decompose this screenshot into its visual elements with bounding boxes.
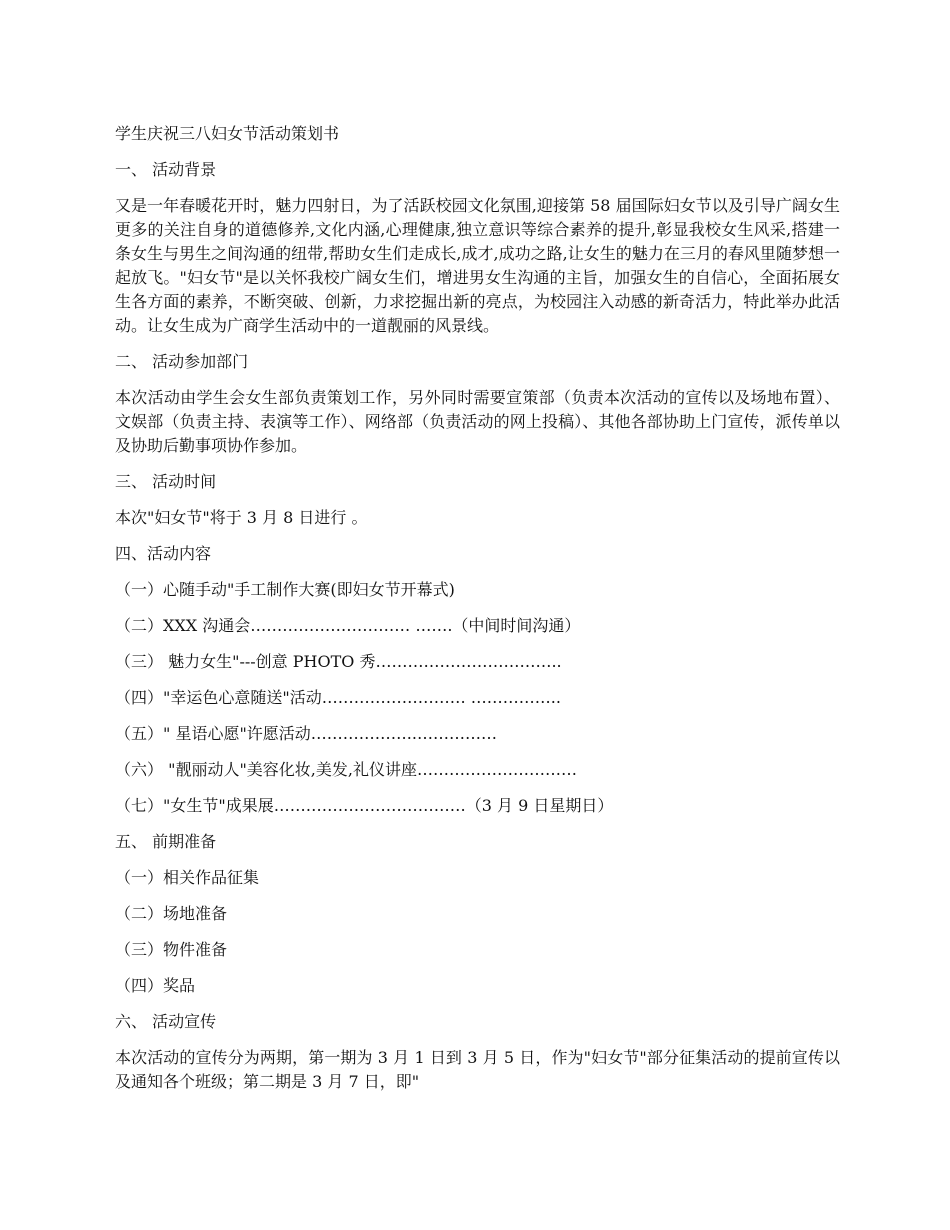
section-paragraph-promotion: 本次活动的宣传分为两期，第一期为 3 月 1 日到 3 月 5 日，作为"妇女节"部分征集活动的提前宣传以及通知各个班级；第二期是 3 月 7 日，即"	[115, 1048, 840, 1091]
section-paragraph-departments: 本次活动由学生会女生部负责策划工作，另外同时需要宣策部（负责本次活动的宣传以及场地布置）、文娱部（负责主持、表演等工作）、网络部（负责活动的网上投稿）、其他各部协助上门宣传，派传单以及协助后勤事项协作参加。	[115, 388, 840, 455]
section-heading-content: 四、活动内容	[115, 544, 212, 563]
section-heading-background: 一、 活动背景	[115, 160, 217, 179]
content-item: （三） 魅力女生"---创意 PHOTO 秀……………………………..	[115, 652, 562, 671]
content-item: （二）XXX 沟通会………………………… …….（中间时间沟通）	[115, 616, 581, 635]
prep-item: （一）相关作品征集	[115, 868, 260, 887]
prep-item: （三）物件准备	[115, 940, 228, 959]
content-item: （五）" 星语心愿"许愿活动………………..……………	[115, 724, 497, 743]
section-paragraph-time: 本次"妇女节"将于 3 月 8 日进行 。	[115, 508, 368, 527]
section-heading-promotion: 六、 活动宣传	[115, 1012, 217, 1031]
content-item: （四）"幸运色心意随送"活动……………………… ……………..	[115, 688, 561, 707]
section-heading-preparation: 五、 前期准备	[115, 832, 217, 851]
content-item: （一）心随手动"手工制作大赛(即妇女节开幕式)	[115, 580, 455, 599]
section-paragraph-background: 又是一年春暖花开时，魅力四射日，为了活跃校园文化氛围,迎接第 58 届国际妇女节以及引导广阔女生更多的关注自身的道德修养,文化内涵,心理健康,独立意识等综合素养的提升,彰显我校女生风采,搭建一条女生与男生之间沟通的纽带,帮助女生们走成长,成才,成功之路,让女生的魅力在三月的春风里随梦想一起放飞。"妇女节"是以关怀我校广阔女生们，增进男女生沟通的主旨，加强女生的自信心，全面拓展女生各方面的素养，不断突破、创新，力求挖掘出新的亮点，为校园注入动感的新奇活力，特此举办此活动。让女生成为广商学生活动中的一道靓丽的风景线。	[115, 196, 840, 335]
section-heading-time: 三、 活动时间	[115, 472, 217, 491]
document-body	[115, 122, 840, 1106]
document-title: 学生庆祝三八妇女节活动策划书	[115, 124, 340, 143]
content-item: （六） "靓丽动人"美容化妆,美发,礼仪讲座…………………………	[115, 760, 577, 779]
prep-item: （四）奖品	[115, 976, 196, 995]
prep-item: （二）场地准备	[115, 904, 228, 923]
content-item: （七）"女生节"成果展………………………………（3 月 9 日星期日）	[115, 796, 614, 815]
section-heading-departments: 二、 活动参加部门	[115, 352, 249, 371]
